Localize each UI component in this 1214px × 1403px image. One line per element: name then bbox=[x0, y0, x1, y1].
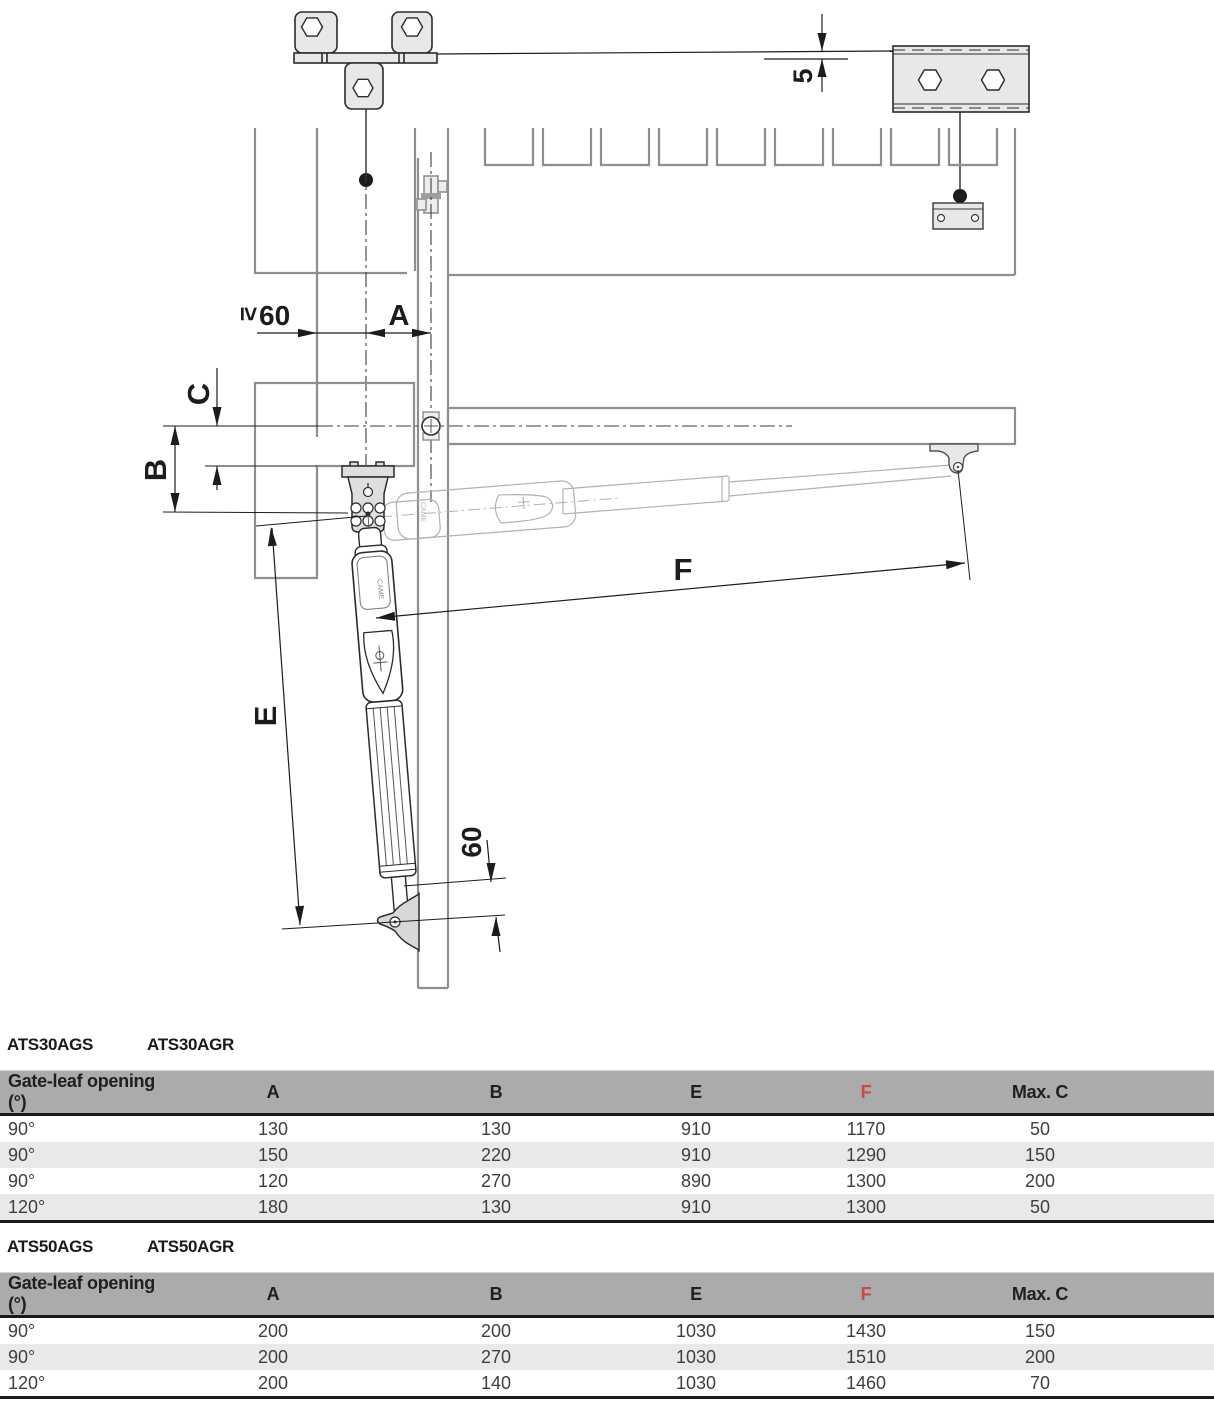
brand-mark: CAME bbox=[419, 502, 426, 523]
column-header: B bbox=[381, 1273, 611, 1317]
hinge-plan bbox=[417, 176, 447, 213]
column-header: A bbox=[165, 1071, 381, 1115]
table-row: 90° 130 130 910 1170 50 bbox=[8, 1118, 1051, 1139]
front-bracket-plate-plan bbox=[893, 46, 1029, 229]
dim-label-min60-symbol: ≥ bbox=[235, 307, 263, 321]
dim-label-b: B bbox=[138, 458, 173, 482]
dimension-f bbox=[376, 470, 970, 621]
column-header-f: F bbox=[781, 1071, 951, 1115]
hex-bolt-icon bbox=[919, 70, 942, 90]
table-header-row bbox=[0, 1273, 1214, 1317]
table-row: 120° 180 130 910 1300 50 bbox=[0, 1194, 1214, 1222]
dimension-c bbox=[205, 368, 317, 490]
column-header: A bbox=[165, 1273, 381, 1317]
dim-label-e: E bbox=[248, 705, 283, 727]
gate-hinge bbox=[422, 412, 440, 440]
model-titles-ats30 bbox=[0, 1035, 1214, 1057]
actuator-vertical bbox=[349, 526, 421, 912]
model-title: ATS30AGR bbox=[147, 1035, 235, 1054]
ats50-spec-table bbox=[0, 1272, 1214, 1399]
gate-bracket bbox=[930, 444, 978, 473]
column-header: Gate-leaf opening (°) bbox=[0, 1273, 165, 1317]
table-row: 90° 150 220 910 1290 150 bbox=[0, 1142, 1214, 1168]
rear-mount-bracket bbox=[342, 462, 394, 532]
dim-label-60: 60 bbox=[456, 826, 487, 858]
table-header-row bbox=[0, 1071, 1214, 1115]
column-header: E bbox=[611, 1273, 781, 1317]
column-header-f: F bbox=[781, 1273, 951, 1317]
hex-bolt-icon bbox=[982, 70, 1005, 90]
pillar-elevation bbox=[255, 383, 414, 578]
actuator-horizontal-ghost bbox=[380, 465, 951, 541]
column-header: Gate-leaf opening (°) bbox=[0, 1071, 165, 1115]
model-titles-ats50 bbox=[0, 1237, 1214, 1259]
ats30-spec-table bbox=[0, 1070, 1214, 1223]
model-title: ATS30AGS bbox=[7, 1035, 94, 1054]
dim-label-min60-value: 60 bbox=[259, 300, 291, 331]
column-header: B bbox=[381, 1071, 611, 1115]
hex-bolt-icon bbox=[353, 79, 373, 96]
dim-label-c: C bbox=[181, 382, 216, 406]
brand-mark: CAME bbox=[375, 579, 385, 600]
dim-label-5: 5 bbox=[788, 68, 818, 84]
dim-label-a: A bbox=[388, 300, 410, 332]
column-header: Max. C bbox=[951, 1071, 1214, 1115]
table-row: 120° 200 140 1030 1460 70 bbox=[0, 1370, 1214, 1398]
hex-bolt-icon bbox=[302, 18, 323, 36]
dim-label-f: F bbox=[673, 552, 693, 587]
hex-bolt-icon bbox=[402, 18, 423, 36]
model-title: ATS50AGR bbox=[147, 1237, 235, 1256]
table-row: 90° 120 270 890 1300 200 bbox=[8, 1170, 1056, 1191]
model-title: ATS50AGS bbox=[7, 1237, 94, 1256]
offset-5-dimension bbox=[437, 14, 893, 92]
column-header: Max. C bbox=[951, 1273, 1214, 1317]
table-row: 90° 200 270 1030 1510 200 bbox=[0, 1344, 1214, 1370]
column-header: E bbox=[611, 1071, 781, 1115]
table-row: 90° 200 200 1030 1430 150 bbox=[8, 1320, 1056, 1341]
